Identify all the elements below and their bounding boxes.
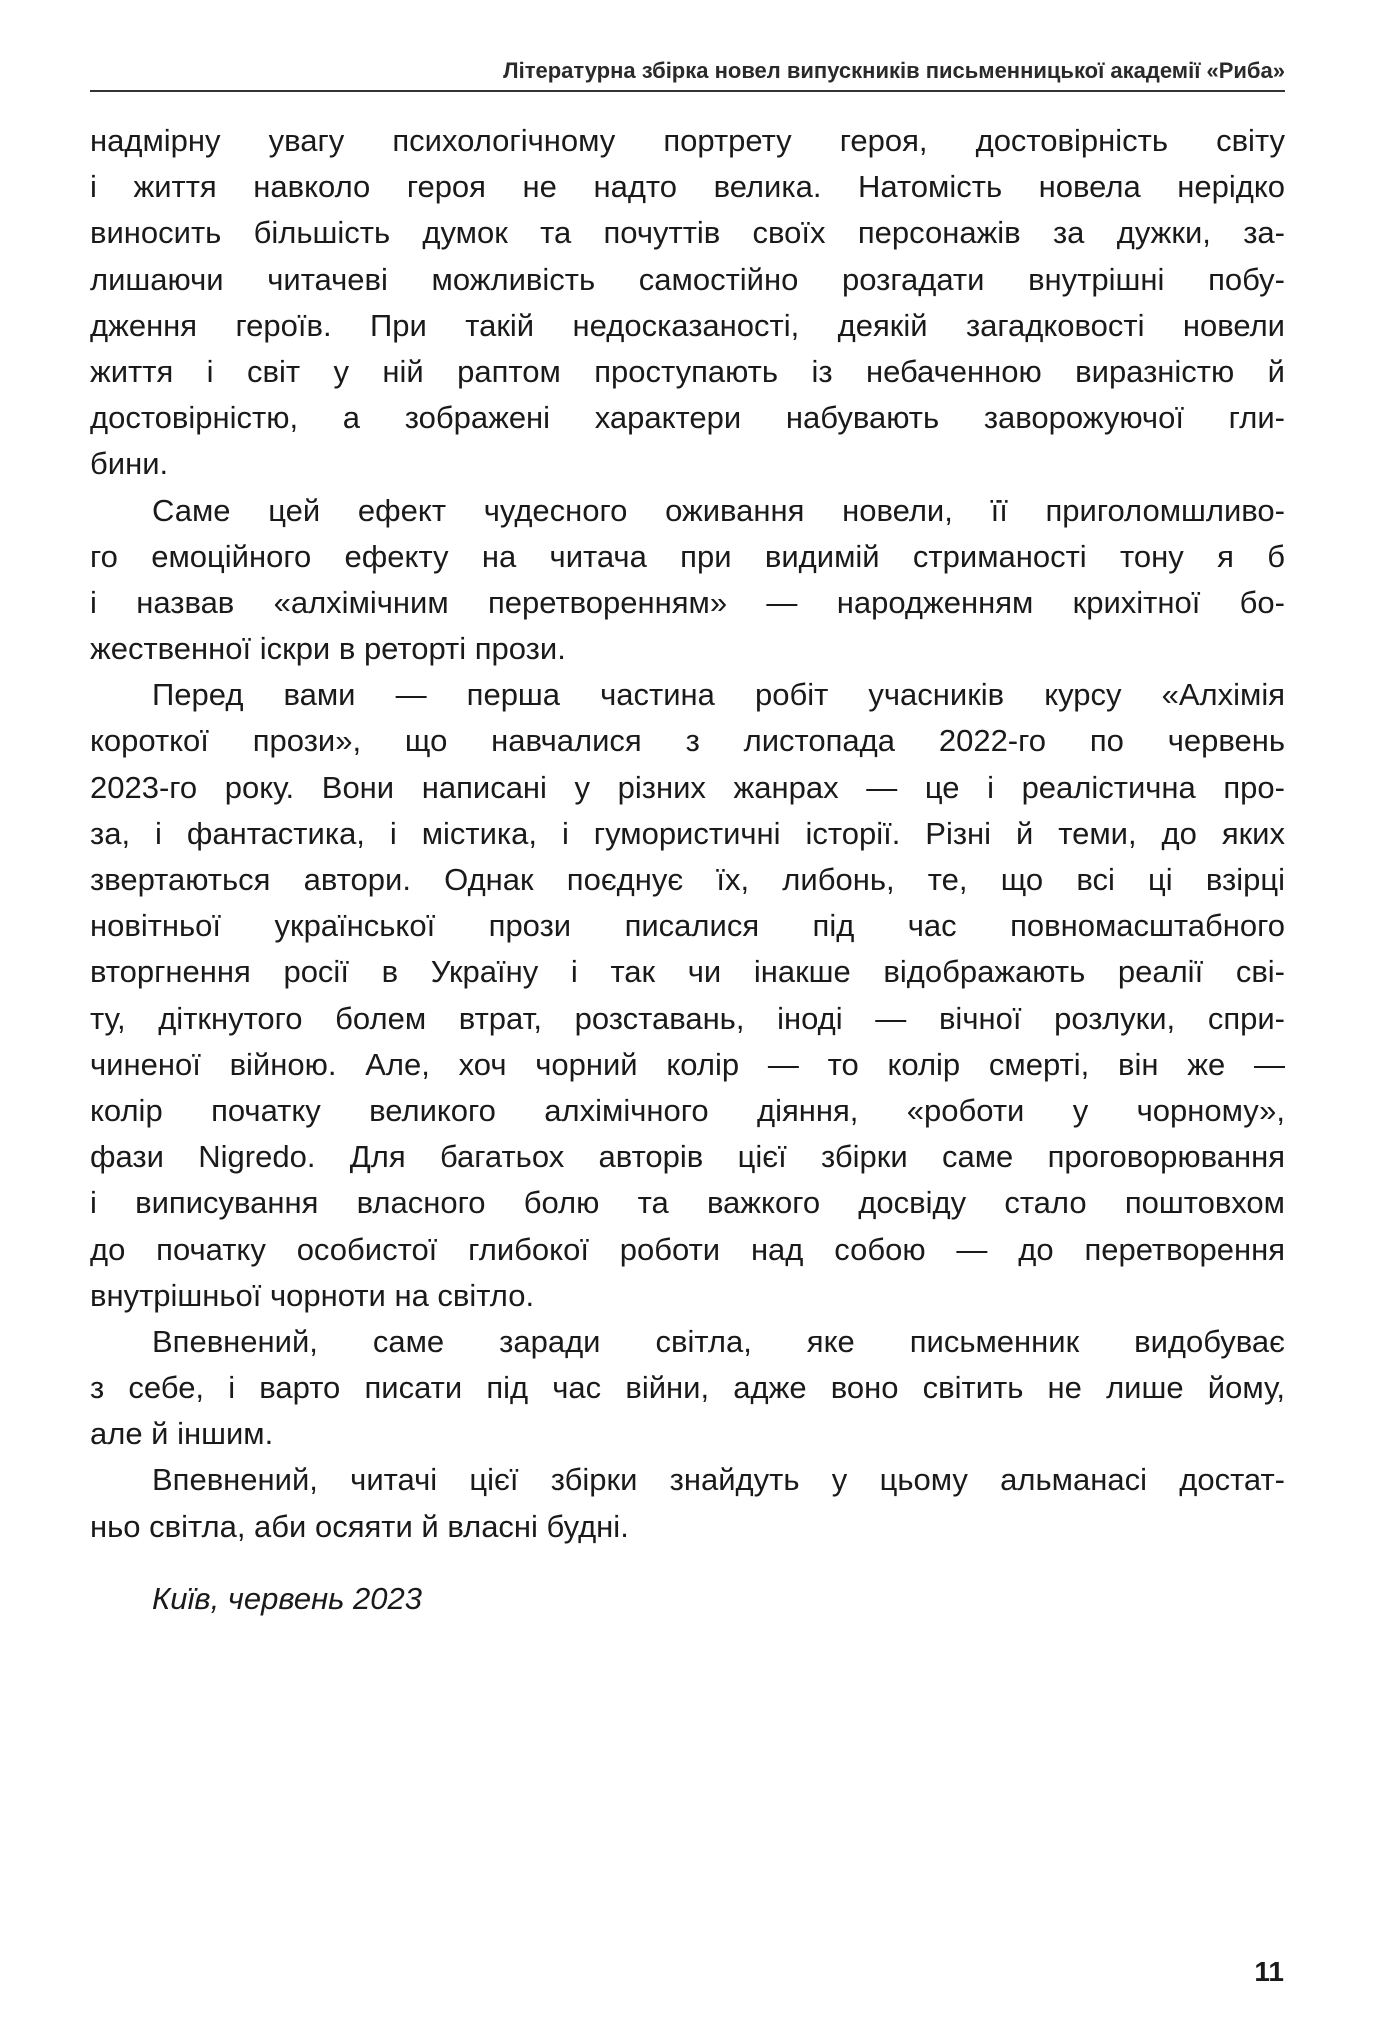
text-line: бини.: [90, 446, 169, 482]
text-line: вторгнення росії в Україну і так чи інакше відображають реалії сві-: [90, 954, 1285, 990]
text-line: з себе, і варто писати під час війни, адже воно світить не лише йому,: [90, 1370, 1285, 1406]
text-line: дження героїв. При такій недосказаності, деякій загадковості новели: [90, 307, 1285, 343]
text-line: жественної іскри в реторті прози.: [90, 631, 566, 667]
signoff-place-date: Київ, червень 2023: [152, 1581, 423, 1616]
text-line: новітньої української прози писалися під час повномасштабного: [90, 908, 1285, 944]
text-line: Впевнений, читачі цієї збірки знайдуть у цьому альманасі достат-: [152, 1462, 1285, 1498]
page-number: 11: [1254, 1956, 1284, 1987]
text-line: і назвав «алхімічним перетворенням» — народженням крихітної бо-: [90, 584, 1285, 620]
text-line: виносить більшість думок та почуттів своїх персонажів за дужки, за-: [90, 215, 1285, 251]
text-line: чиненої війною. Але, хоч чорний колір — то колір смерті, він же —: [90, 1046, 1285, 1082]
text-line: 2023-го року. Вони написані у різних жанрах — це і реалістична про-: [90, 769, 1285, 805]
header-rule: [90, 90, 1285, 92]
text-line: звертаються автори. Однак поєднує їх, либонь, те, що всі ці взірці: [90, 862, 1285, 897]
text-line: життя і світ у ній раптом проступають із небаченною виразністю й: [90, 353, 1285, 389]
running-header: Літературна збірка новел випускників письменницької академії «Риба»: [503, 58, 1285, 83]
text-line: але й іншим.: [90, 1416, 274, 1452]
text-line: внутрішньої чорноти на світло.: [90, 1277, 535, 1313]
text-line: го емоційного ефекту на читача при видимій стриманості тону я б: [90, 538, 1285, 574]
text-line: за, і фантастика, і містика, і гумористичні історії. Різні й теми, до яких: [90, 815, 1285, 851]
text-line: і життя навколо героя не надто велика. Натомість новела нерідко: [90, 169, 1285, 205]
text-line: ньо світла, аби осяяти й власні будні.: [90, 1508, 629, 1544]
text-line: і виписування власного болю та важкого досвіду стало поштовхом: [90, 1185, 1285, 1221]
body-text: [90, 118, 1285, 1550]
text-line: лишаючи читачеві можливість самостійно розгадати внутрішні побу-: [90, 261, 1285, 297]
text-line: Саме цей ефект чудесного оживання новели, її приголомшливо-: [152, 492, 1285, 528]
text-line: надмірну увагу психологічному портрету героя, достовірність світу: [90, 123, 1285, 158]
text-line: до початку особистої глибокої роботи над собою — до перетворення: [90, 1231, 1285, 1267]
text-line: Перед вами — перша частина робіт учасників курсу «Алхімія: [152, 677, 1285, 713]
text-line: короткої прози», що навчалися з листопада 2022-го по червень: [90, 723, 1285, 759]
text-line: ту, діткнутого болем втрат, розставань, іноді — вічної розлуки, спри-: [90, 1000, 1285, 1036]
text-line: фази Nigredo. Для багатьох авторів цієї збірки саме проговорювання: [90, 1139, 1285, 1175]
text-line: Впевнений, саме заради світла, яке письменник видобуває: [152, 1323, 1285, 1359]
text-line: достовірністю, а зображені характери набувають заворожуючої гли-: [90, 400, 1285, 436]
text-line: колір початку великого алхімічного діяння, «роботи у чорному»,: [90, 1092, 1285, 1128]
